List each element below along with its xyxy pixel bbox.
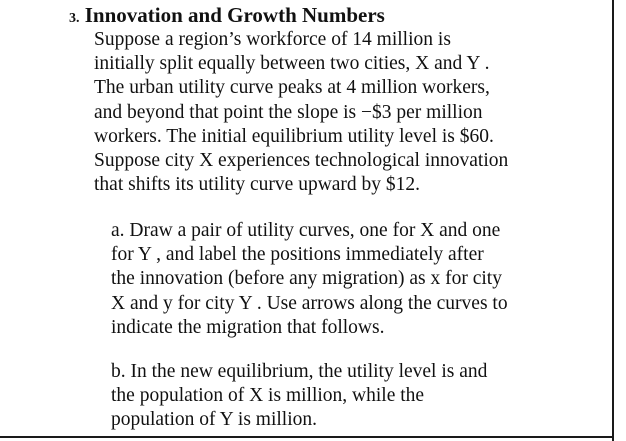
part-a-line: X and y for city Y . Use arrows along the curves to — [111, 292, 508, 314]
page-border-bottom — [0, 436, 614, 438]
part-b-line: b. In the new equilibrium, the utility level is and — [111, 361, 488, 382]
intro-line: Suppose city X experiences technological innovation — [94, 150, 509, 172]
problem-title: Innovation and Growth Numbers — [84, 3, 385, 27]
intro-line: Suppose a region’s workforce of 14 million is — [94, 29, 451, 50]
problem-intro — [94, 28, 599, 197]
intro-line: and beyond that point the slope is −$3 per million — [94, 101, 483, 123]
part-b-line: the population of X is million, while the — [111, 385, 425, 407]
part-a-line: indicate the migration that follows. — [111, 316, 385, 338]
intro-line: The urban utility curve peaks at 4 million workers, — [94, 77, 490, 99]
part-a-line: a. Draw a pair of utility curves, one for X and one — [111, 220, 501, 241]
intro-line: initially split equally between two cities, X and Y . — [94, 53, 490, 75]
part-a — [111, 219, 601, 340]
part-b — [111, 360, 601, 433]
page-border-right — [612, 0, 614, 441]
intro-line: that shifts its utility curve upward by $12. — [94, 174, 421, 196]
intro-line: workers. The initial equilibrium utility level is $60. — [94, 125, 494, 147]
part-a-line: the innovation (before any migration) as x for city — [111, 268, 502, 290]
part-a-line: for Y , and label the positions immediately after — [111, 244, 484, 266]
problem-heading — [69, 3, 385, 31]
problem-number: 3. — [69, 11, 80, 26]
part-b-line: population of Y is million. — [111, 409, 318, 431]
